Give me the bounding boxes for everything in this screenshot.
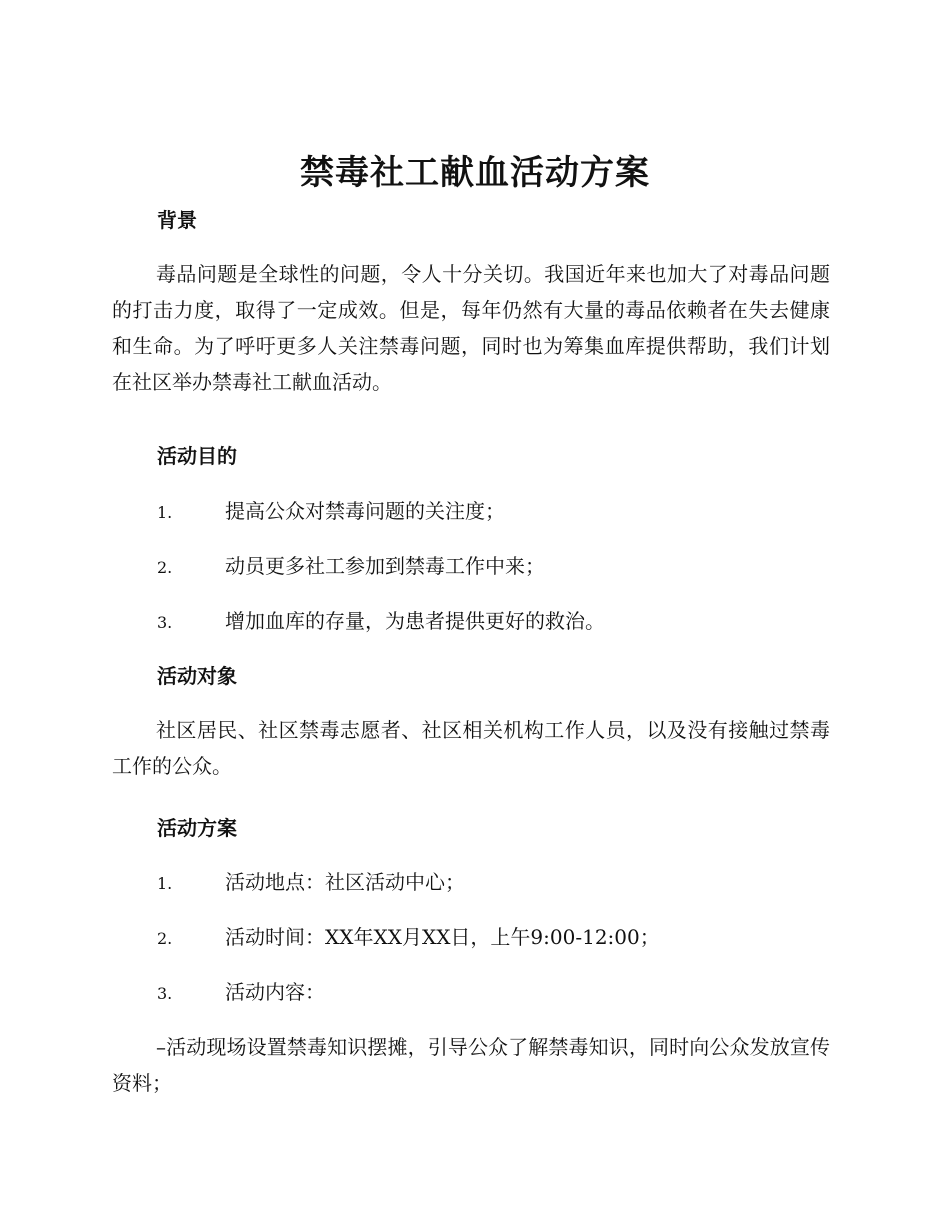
list-item-text: 活动内容： (225, 980, 325, 1004)
list-item-text: 提高公众对禁毒问题的关注度； (225, 499, 505, 523)
list-number: 3. (157, 613, 173, 632)
list-item-text: 活动地点：社区活动中心； (225, 870, 465, 894)
list-number: 2. (157, 558, 173, 577)
list-number: 3. (157, 984, 173, 1003)
purpose-list-item (157, 497, 505, 527)
section-heading-purpose: 活动目的 (157, 444, 237, 468)
purpose-list-item (157, 552, 545, 582)
list-number: 2. (157, 929, 173, 948)
list-number: 1. (157, 874, 173, 893)
plan-list-item (157, 978, 325, 1008)
section-heading-audience: 活动对象 (157, 664, 237, 688)
list-item-text: 增加血库的存量，为患者提供更好的救治。 (225, 609, 605, 633)
background-paragraph: 毒品问题是全球性的问题，令人十分关切。我国近年来也加大了对毒品问题的打击力度，取得了一定成效。但是，每年仍然有大量的毒品依赖者在失去健康和生命。为了呼吁更多人关注禁毒问题，同时也为筹集血库提供帮助，我们计划在社区举办禁毒社工献血活动。 (112, 262, 830, 394)
document-title: 禁毒社工献血活动方案 (300, 153, 650, 193)
purpose-list-item (157, 607, 605, 637)
list-number: 1. (157, 503, 173, 522)
section-heading-plan: 活动方案 (157, 816, 237, 840)
plan-list-item (157, 868, 465, 898)
plan-list-item (157, 923, 660, 953)
list-item-text: 活动时间：XX年XX月XX日，上午9:00-12:00； (225, 925, 660, 949)
section-heading-background: 背景 (157, 208, 197, 232)
list-item-text: 动员更多社工参加到禁毒工作中来； (225, 554, 545, 578)
audience-paragraph: 社区居民、社区禁毒志愿者、社区相关机构工作人员，以及没有接触过禁毒工作的公众。 (112, 718, 830, 778)
plan-paragraph: –活动现场设置禁毒知识摆摊，引导公众了解禁毒知识，同时向公众发放宣传资料； (112, 1035, 830, 1095)
